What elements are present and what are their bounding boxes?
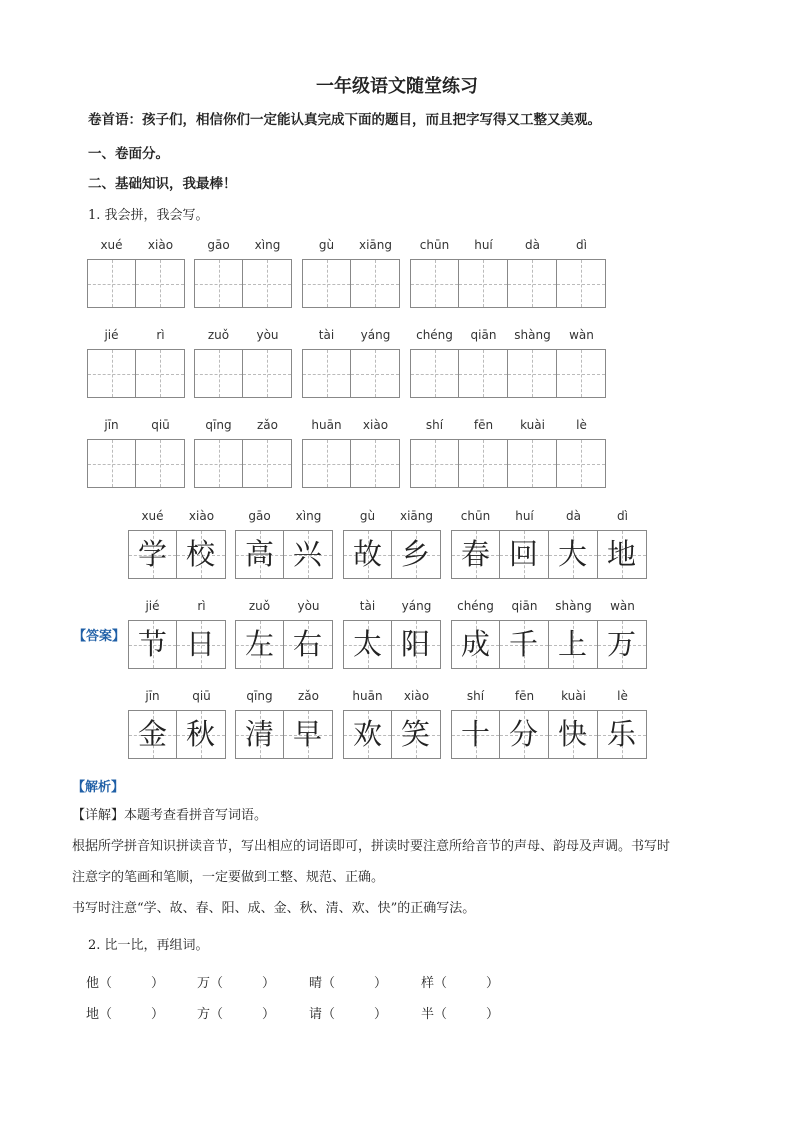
pinyin-label: zuǒ [207,328,230,342]
answer-character: 万 [606,627,636,661]
section-1-heading: 一、卷面分。 [88,146,169,162]
tianzige-cell[interactable] [302,349,351,398]
pinyin-label: chéng [457,599,494,613]
tianzige-cell [500,620,549,669]
pinyin-label: xiào [403,689,430,703]
tianzige-cell [451,620,500,669]
explanation-line-2: 注意字的笔画和笔顺，一定要做到工整、规范、正确。 [72,870,385,885]
answer-character: 笑 [400,717,430,751]
pinyin-label: dì [617,509,628,523]
pinyin-label: yáng [401,599,432,613]
tianzige-cell[interactable] [508,439,557,488]
tianzige-cell [235,620,284,669]
answer-character: 高 [244,537,274,571]
tianzige-cell[interactable] [459,349,508,398]
tianzige-cell[interactable] [302,439,351,488]
tianzige-cell[interactable] [243,349,292,398]
tianzige-cell[interactable] [557,349,606,398]
compare-item[interactable]: 半（ ） [421,1007,500,1022]
pinyin-label: shí [425,418,444,432]
pinyin-label: zǎo [257,418,278,432]
answer-character: 秋 [185,717,215,751]
tianzige-cell [343,530,392,579]
tianzige-cell[interactable] [508,349,557,398]
answer-character: 日 [185,627,215,661]
pinyin-label: huān [352,689,383,703]
pinyin-label: fēn [514,689,535,703]
pinyin-label: huí [515,509,534,523]
compare-item[interactable]: 样（ ） [421,976,500,991]
explanation-line-1: 根据所学拼音知识拼读音节，写出相应的词语即可，拼读时要注意所给音节的声母、韵母及声调。书写时 [72,839,671,854]
answer-character: 分 [508,717,538,751]
answer-row [128,509,688,589]
answer-character: 乐 [606,717,636,751]
answer-character: 快 [557,717,587,751]
pinyin-label: gù [359,509,376,523]
tianzige-cell[interactable] [557,439,606,488]
pinyin-label: qiū [151,418,170,432]
answer-character: 校 [185,537,215,571]
pinyin-label: chūn [419,238,450,252]
tianzige-cell[interactable] [194,259,243,308]
tianzige-cell[interactable] [87,259,136,308]
intro-text: 卷首语：孩子们，相信你们一定能认真完成下面的题目，而且把字写得又工整又美观。 [88,112,601,128]
tianzige-cell [235,710,284,759]
detail-line: 【详解】本题考查看拼音写词语。 [72,808,268,823]
tianzige-cell [177,710,226,759]
compare-item[interactable]: 万（ ） [197,976,276,991]
pinyin-label: qīng [205,418,232,432]
pinyin-label: wàn [610,599,635,613]
answer-character: 乡 [400,537,430,571]
pinyin-label: jīn [104,418,119,432]
answer-character: 节 [137,627,167,661]
tianzige-cell [177,530,226,579]
answer-character: 太 [352,627,382,661]
pinyin-label: xìng [295,509,322,523]
compare-item[interactable]: 他（ ） [86,976,165,991]
answer-character: 早 [292,717,322,751]
tianzige-cell [128,620,177,669]
compare-item[interactable]: 方（ ） [197,1007,276,1022]
answer-character: 十 [460,717,490,751]
tianzige-cell [598,710,647,759]
tianzige-cell [177,620,226,669]
pinyin-label: fēn [473,418,494,432]
compare-item[interactable]: 地（ ） [86,1007,165,1022]
pinyin-label: gāo [248,509,271,523]
pinyin-label: qiū [192,689,211,703]
pinyin-label: xiāng [358,238,392,252]
pinyin-label: dì [576,238,587,252]
answer-character: 成 [460,627,490,661]
tianzige-cell [500,710,549,759]
answer-character: 学 [137,537,167,571]
compare-item[interactable]: 请（ ） [309,1007,388,1022]
answer-character: 上 [557,627,587,661]
tianzige-cell[interactable] [410,349,459,398]
tianzige-cell [392,710,441,759]
pinyin-label: lè [617,689,628,703]
tianzige-cell [392,530,441,579]
practice-row [87,238,647,318]
tianzige-cell [392,620,441,669]
tianzige-cell [343,710,392,759]
tianzige-cell[interactable] [136,259,185,308]
pinyin-label: xìng [254,238,281,252]
pinyin-label: jié [145,599,160,613]
pinyin-label: shí [466,689,485,703]
tianzige-cell[interactable] [351,349,400,398]
answer-character: 金 [137,717,167,751]
pinyin-label: xué [141,509,164,523]
pinyin-label: gù [318,238,335,252]
explanation-line-3: 书写时注意“学、故、春、阳、成、金、秋、清、欢、快”的正确写法。 [72,901,476,916]
pinyin-label: zuǒ [248,599,271,613]
tianzige-cell [549,530,598,579]
tianzige-cell[interactable] [136,439,185,488]
pinyin-label: wàn [569,328,594,342]
pinyin-label: qiān [511,599,538,613]
tianzige-cell [451,530,500,579]
answer-character: 右 [292,627,322,661]
pinyin-label: xué [100,238,123,252]
answer-label: 【答案】 [73,629,126,644]
pinyin-label: lè [576,418,587,432]
answer-character: 兴 [292,537,322,571]
pinyin-label: yòu [297,599,320,613]
answer-character: 大 [557,537,587,571]
tianzige-cell [500,530,549,579]
pinyin-label: dà [525,238,540,252]
answer-character: 春 [460,537,490,571]
section-2-heading: 二、基础知识，我最棒！ [88,176,237,192]
tianzige-cell [284,530,333,579]
tianzige-cell [549,710,598,759]
tianzige-cell[interactable] [194,349,243,398]
question-2: 2. 比一比，再组词。 [88,938,209,953]
pinyin-label: rì [197,599,206,613]
tianzige-cell [128,710,177,759]
tianzige-cell[interactable] [87,439,136,488]
answer-row [128,599,688,679]
tianzige-cell[interactable] [136,349,185,398]
answer-character: 欢 [352,717,382,751]
pinyin-label: xiào [188,509,215,523]
answer-character: 清 [244,717,274,751]
tianzige-cell [284,710,333,759]
pinyin-label: dà [566,509,581,523]
page-title: 一年级语文随堂练习 [316,76,478,97]
tianzige-cell[interactable] [459,259,508,308]
pinyin-label: kuài [561,689,586,703]
pinyin-label: yáng [360,328,391,342]
tianzige-cell [549,620,598,669]
tianzige-cell[interactable] [87,349,136,398]
answer-row [128,689,688,769]
tianzige-cell[interactable] [302,259,351,308]
answer-character: 故 [352,537,382,571]
tianzige-cell [235,530,284,579]
tianzige-cell[interactable] [243,259,292,308]
tianzige-cell[interactable] [194,439,243,488]
pinyin-label: tài [318,328,335,342]
answer-character: 阳 [400,627,430,661]
tianzige-cell[interactable] [508,259,557,308]
tianzige-cell [343,620,392,669]
tianzige-cell [598,620,647,669]
tianzige-cell [128,530,177,579]
practice-row [87,418,647,498]
pinyin-label: yòu [256,328,279,342]
answer-character: 地 [606,537,636,571]
tianzige-cell [284,620,333,669]
pinyin-label: rì [156,328,165,342]
pinyin-label: huí [474,238,493,252]
tianzige-cell [598,530,647,579]
pinyin-label: chūn [460,509,491,523]
pinyin-label: tài [359,599,376,613]
pinyin-label: xiāng [399,509,433,523]
analysis-label: 【解析】 [72,780,125,795]
tianzige-cell[interactable] [410,439,459,488]
tianzige-cell[interactable] [243,439,292,488]
pinyin-label: zǎo [298,689,319,703]
pinyin-label: gāo [207,238,230,252]
tianzige-cell [451,710,500,759]
answer-character: 千 [508,627,538,661]
tianzige-cell[interactable] [351,439,400,488]
practice-row [87,328,647,408]
pinyin-label: chéng [416,328,453,342]
pinyin-label: shàng [514,328,551,342]
pinyin-label: shàng [555,599,592,613]
pinyin-label: jié [104,328,119,342]
pinyin-label: xiào [147,238,174,252]
pinyin-label: kuài [520,418,545,432]
tianzige-cell[interactable] [410,259,459,308]
answer-character: 回 [508,537,538,571]
pinyin-label: qiān [470,328,497,342]
compare-item[interactable]: 晴（ ） [309,976,388,991]
pinyin-label: jīn [145,689,160,703]
pinyin-label: qīng [246,689,273,703]
tianzige-cell[interactable] [351,259,400,308]
question-1: 1. 我会拼，我会写。 [88,208,209,223]
answer-character: 左 [244,627,274,661]
tianzige-cell[interactable] [459,439,508,488]
pinyin-label: xiào [362,418,389,432]
pinyin-label: huān [311,418,342,432]
tianzige-cell[interactable] [557,259,606,308]
